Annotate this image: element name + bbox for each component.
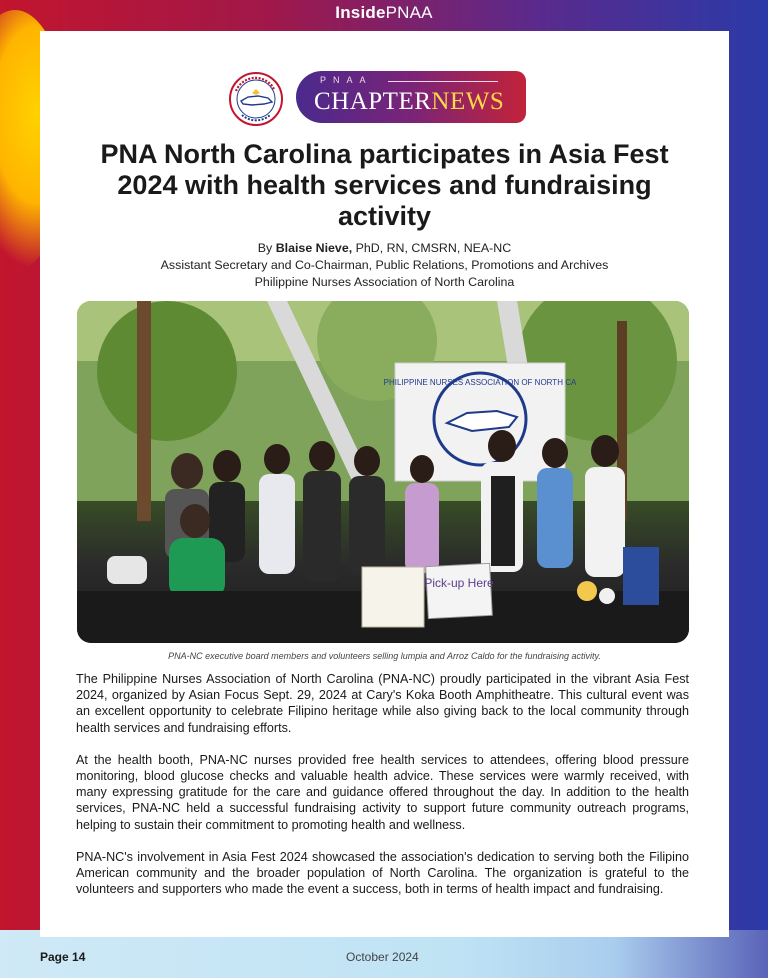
banner-news: NEWS	[431, 88, 505, 115]
article-title: PNA North Carolina participates in Asia Fest 2024 with health services and fundraising activity	[100, 139, 669, 231]
paragraph: At the health booth, PNA-NC nurses provided free health services to attendees, offering blood pressure monitoring, blood glucose checks and valuable health advice. These services were warmly received, with many expressing gratitude for the care and guidance offered throughout the day. In addition to the health services, PNA-NC held a successful fundraising activity to support future community outreach programs, helping to sustain their commitment to promoting health and wellness.	[76, 752, 689, 832]
author-org: Philippine Nurses Association of North Carolina	[254, 275, 515, 289]
photo-caption: PNA-NC executive board members and volunteers selling lumpia and Arroz Caldo for the fundraising activity.	[168, 651, 601, 661]
masthead-inside: Inside	[335, 3, 386, 22]
page-number: Page 14	[40, 950, 86, 964]
photo-banner-text: PHILIPPINE NURSES ASSOCIATION OF NORTH CA	[383, 378, 577, 387]
author-role: Assistant Secretary and Co-Chairman, Public Relations, Promotions and Archives	[160, 258, 609, 272]
author-credentials: PhD, RN, CMSRN, NEA-NC	[352, 241, 512, 255]
paragraph: PNA-NC's involvement in Asia Fest 2024 showcased the association's dedication to serving both the Filipino American community and the broader population of North Carolina. The organization is grateful to the volunteers and supporters who made the event a success, both in terms of health impact and fundraising.	[76, 849, 689, 897]
article-body	[76, 671, 689, 913]
author-name: Blaise Nieve,	[275, 241, 353, 255]
pnanc-seal-icon	[228, 71, 284, 127]
byline	[80, 240, 689, 291]
banner-title	[314, 88, 504, 116]
paragraph: The Philippine Nurses Association of North Carolina (PNA-NC) proudly participated in the vibrant Asia Fest 2024, organized by Asian Focus Sept. 29, 2024 at Cary's Koka Booth Amphitheatre. This cultural event was an excellent opportunity to celebrate Filipino heritage while also giving back to the local community through health services and fundraising efforts.	[76, 672, 689, 735]
photo-pickup-sign: Pick-up Here	[424, 576, 494, 590]
masthead	[0, 0, 768, 28]
byline-prefix: By	[257, 241, 276, 255]
byline-author	[80, 240, 689, 257]
banner-chapter: CHAPTER	[314, 88, 432, 115]
chapter-news-logo	[40, 71, 729, 127]
masthead-pnaa: PNAA	[385, 3, 433, 22]
article-page	[40, 31, 729, 937]
banner-rule	[388, 81, 498, 82]
photo-illustration	[77, 301, 689, 643]
article-photo	[77, 301, 689, 643]
issue-date: October 2024	[346, 950, 419, 964]
chapter-news-banner	[296, 71, 526, 123]
banner-pnaa: PNAA	[320, 75, 373, 85]
